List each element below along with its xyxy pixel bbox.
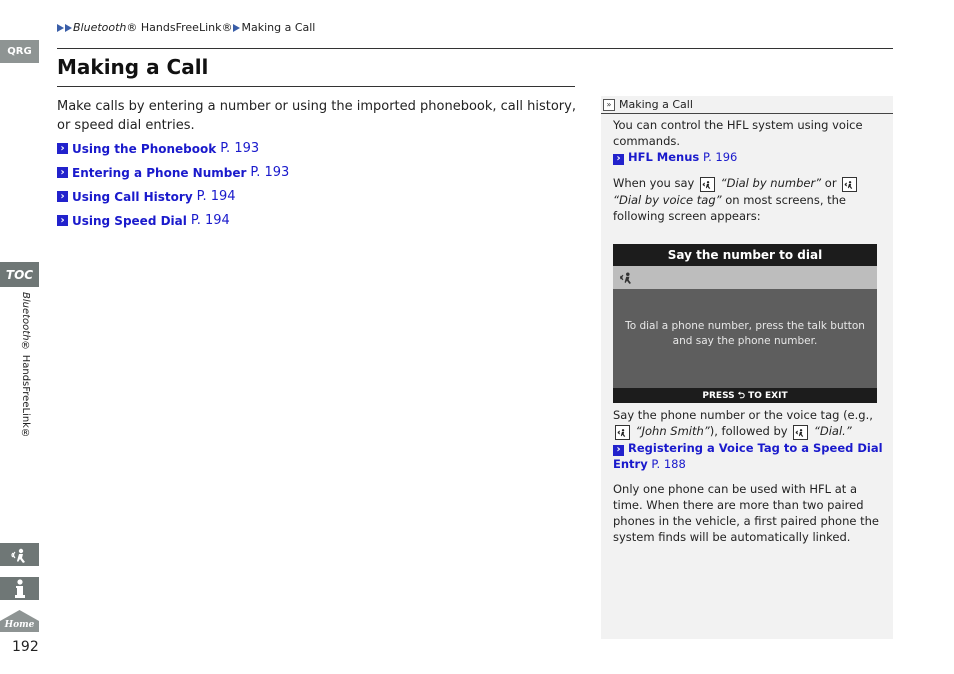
info-tab[interactable] [0,577,39,600]
home-tab[interactable] [0,609,39,632]
link-arrow-icon: › [613,154,624,165]
intro-text: Make calls by entering a number or using the imported phonebook, call history, or speed dial entries. [57,99,576,133]
talk-icon [700,177,715,192]
panel-p3-b: ), followed by [709,424,788,438]
voice-tag-link[interactable]: Registering a Voice Tag to a Speed Dial Entry [613,441,883,471]
section-label [13,292,31,457]
link-page[interactable]: P. 194 [196,189,236,204]
breadcrumb [57,21,315,34]
panel-paragraph-4: Only one phone can be used with HFL at a time. When there are more than two paired phones in the vehicle, a first paired phone the system finds will be automatically linked. [613,482,879,544]
toc-label: TOC [5,267,34,282]
link-arrow-icon: › [57,191,68,202]
voice-tag-page[interactable]: P. 188 [651,457,686,471]
qrg-label: QRG [7,46,32,57]
screen-talk-bar [613,266,877,289]
breadcrumb-part2: Making a Call [241,21,316,34]
panel-p2-cmd1: “Dial by number” [720,176,822,190]
link-arrow-icon: › [613,445,624,456]
panel-p3-a: Say the phone number or the voice tag (e.g., [613,408,873,422]
info-icon [13,579,27,599]
panel-p2-or: or [824,176,837,190]
link-page[interactable]: P. 194 [190,213,230,228]
link-label[interactable]: Using Speed Dial [72,213,187,228]
breadcrumb-arrow-icon [233,24,240,32]
side-note-title: Making a Call [619,98,693,111]
svg-text:Home: Home [4,620,35,630]
link-label[interactable]: Entering a Phone Number [72,165,247,180]
link-label[interactable]: Using the Phonebook [72,141,217,156]
link-using-phonebook[interactable] [57,141,259,156]
talk-icon [10,546,30,564]
screen-message: To dial a phone number, press the talk button and say the phone number. [625,320,865,347]
link-arrow-icon: › [57,143,68,154]
panel-p1-text: You can control the HFL system using voice commands. [613,118,863,148]
page-title: Making a Call [57,55,209,79]
title-divider [57,86,575,87]
panel-p2-cmd2: “Dial by voice tag” [613,193,722,207]
link-page[interactable]: P. 193 [220,141,260,156]
toc-tab[interactable] [0,262,39,287]
breadcrumb-arrow-icon [57,24,64,32]
panel-p2-a: When you say [613,176,695,190]
panel-p2-b: on most screens, the following screen appears: [613,193,847,223]
voice-dial-screen-image [613,244,877,403]
talk-icon [619,270,635,285]
link-entering-phone-number[interactable] [57,165,289,180]
note-arrow-icon: » [603,99,615,111]
link-label[interactable]: Using Call History [72,189,193,204]
page-number: 192 [12,639,39,655]
panel-paragraph-1 [613,117,883,165]
qrg-tab[interactable] [0,40,39,63]
screen-title: Say the number to dial [613,244,877,266]
link-using-speed-dial[interactable] [57,213,230,228]
talk-icon [793,425,808,440]
link-page[interactable]: P. 193 [250,165,290,180]
talk-icon [842,177,857,192]
breadcrumb-part1-italic[interactable]: Bluetooth [73,21,127,34]
home-icon [0,609,39,632]
link-arrow-icon: › [57,215,68,226]
screen-footer: PRESS ⮌ TO EXIT [613,388,877,403]
side-note-divider [601,113,893,114]
link-arrow-icon: › [57,167,68,178]
voice-command-tab[interactable] [0,543,39,566]
hfl-menus-link[interactable]: HFL Menus [628,150,700,164]
panel-paragraph-2 [613,175,883,224]
panel-paragraph-3 [613,407,883,472]
header-divider [57,48,893,49]
breadcrumb-arrow-icon [65,24,72,32]
panel-p3-cmd1: “John Smith” [635,424,710,438]
hfl-menus-page[interactable]: P. 196 [702,150,738,164]
panel-p3-cmd2: “Dial.” [813,424,852,438]
talk-icon [615,425,630,440]
section-label-rest: ® HandsFreeLink® [20,340,31,439]
breadcrumb-part1[interactable]: ® HandsFreeLink® [126,21,233,34]
side-note-header [601,96,893,113]
section-label-italic: Bluetooth [20,292,31,341]
link-using-call-history[interactable] [57,189,236,204]
